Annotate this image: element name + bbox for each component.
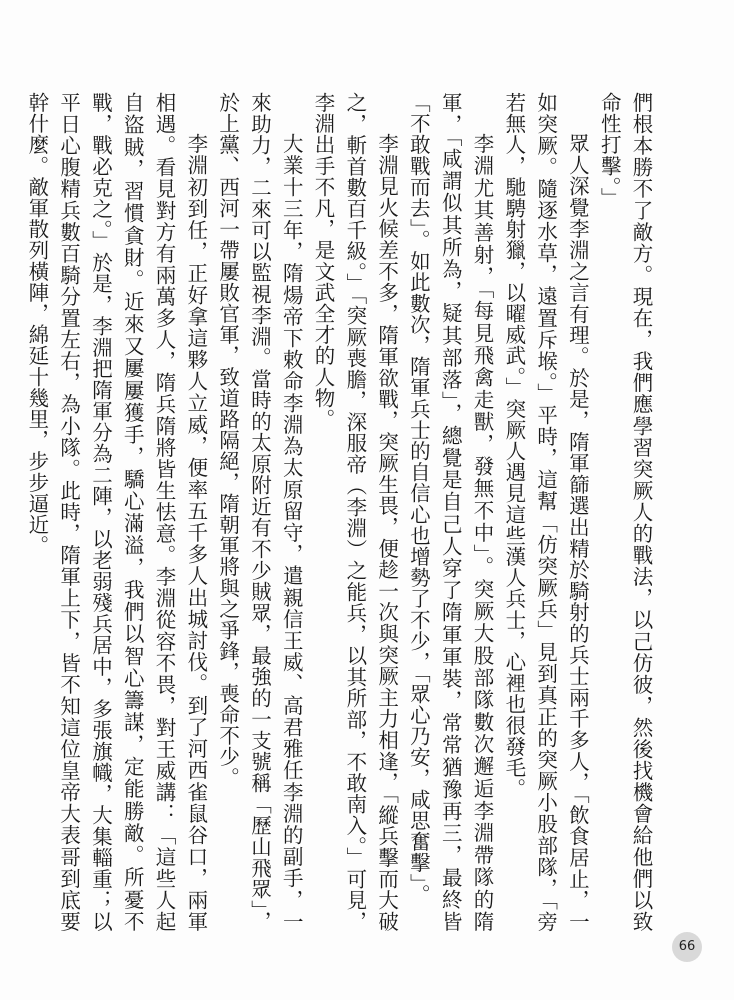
paragraph-2: 眾人深覺李淵之言有理。於是，隋軍篩選出精於騎射的兵士兩千多人，「飲食居止，一如突厥。隨逐水草，遠置斥堠。」平時，這幫「仿突厥兵」見到真正的突厥小股部隊，「旁若無人，馳騁射獵，以曜威武。」突厥人遇見這些漢人兵士，心裡也很發毛。 [501,92,590,932]
paragraph-6: 李淵初到任，正好拿這夥人立威，便率五千多人出城討伐。到了河西雀鼠谷口，兩軍相遇。看見對方有兩萬多人，隋兵隋將皆生怯意。李淵從容不畏，對王威講：「這些人起自盜賊，習慣貪財。近來又屢屢獲手，驕心滿溢，我們以智心籌謀，定能勝敵。所憂不戰，戰必克之。」於是，李淵把隋軍分為二陣，以老弱殘兵居中，多張旗幟，大集輜重；以平日心腹精兵數百騎分置左右，為小隊。此時，隋軍上下，皆不知這位皇帝大表哥到底要幹什麼。敵軍散列橫陣，綿延十幾里，步步逼近。 [24,92,208,932]
paragraph-3: 李淵尤其善射，「每見飛禽走獸，發無不中」。突厥大股部隊數次邂逅李淵帶隊的隋軍，「咸謂似其所為，疑其部落」，總覺是自己人穿了隋軍軍裝，常常猶豫再三，最終皆「不敢戰而去」。如此數次，隋軍兵士的自信心也增勢了不少，「眾心乃安，咸思奮擊」。 [406,92,495,932]
paragraph-5: 大業十三年，隋煬帝下敕命李淵為太原留守，遣親信王威、高君雅任李淵的副手，一來助力，二來可以監視李淵。當時的太原附近有不少賊眾，最強的一支號稱「歷山飛眾」，於上黨、西河一帶屢敗官軍，致道路隔絕，隋朝軍將與之爭鋒，喪命不少。 [215,92,304,932]
page-number: 66 [672,932,702,962]
vertical-text-body [24,92,656,932]
paragraph-1: 們根本勝不了敵方。現在，我們應學習突厥人的戰法，以己仿彼，然後找機會給他們以致命性打擊。」 [597,92,653,932]
paragraph-4: 李淵見火候差不多，隋軍欲戰，突厥生畏，便趁一次與突厥主力相逢，「縱兵擊而大破之，斬首數百千級。」「突厥喪膽，深服帝（李淵）之能兵，以其所部，不敢南入。」可見，李淵出手不凡，是文武全才的人物。 [311,92,399,932]
